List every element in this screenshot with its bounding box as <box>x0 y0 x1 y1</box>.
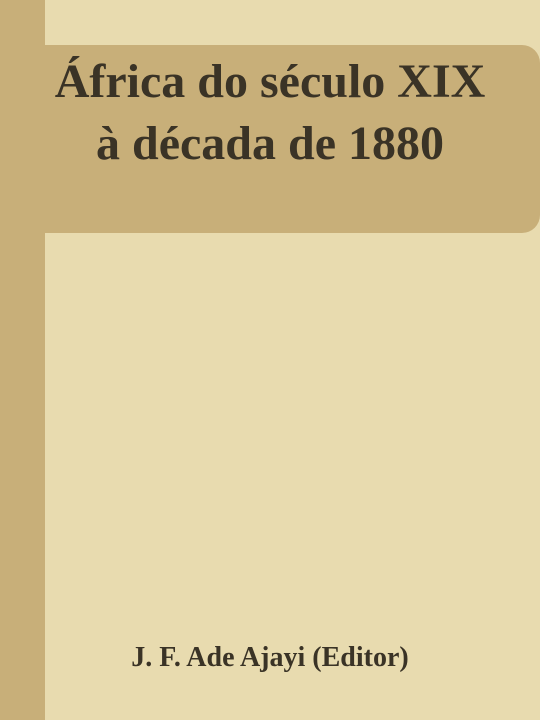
book-title: África do século XIX à década de 1880 <box>54 55 486 170</box>
book-author: J. F. Ade Ajayi (Editor) <box>131 642 409 673</box>
cover-spine <box>0 0 45 720</box>
